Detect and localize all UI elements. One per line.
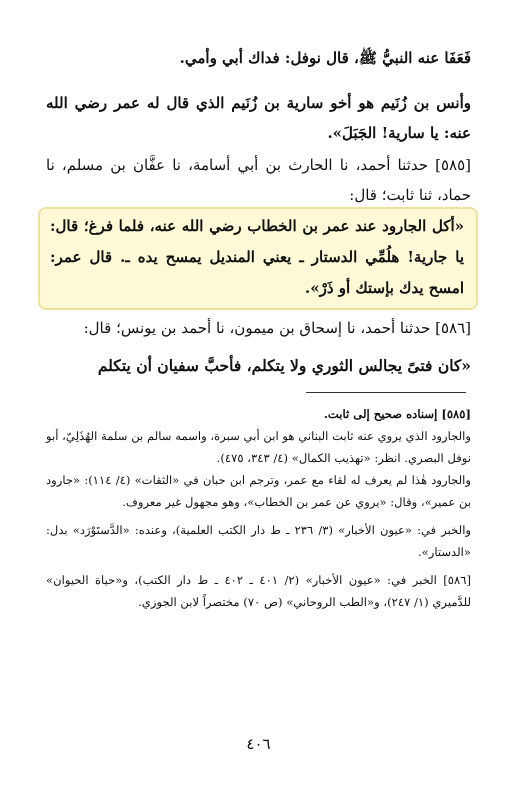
paragraph-anas-bin-zunaym: وأنس بن زُنَيم هو أخو سارية بن زُنَيم الذي قال له عمر رضي الله عنه: يا سارية! الجَبَلَ».	[46, 94, 471, 142]
footnote-585-jarud: والجارود الذي يروي عنه ثابت البناني هو ابن أبي سبرة، واسمه سالم بن سلمة الهُذَلِيّ، أبو نوفل البصري. انظر: «تهذيب الكمال» (٤/ ٣٤٣، ٤٧٥).	[46, 429, 471, 465]
footnote-divider	[306, 392, 466, 393]
footnotes	[46, 403, 471, 613]
footnote-586-source: [٥٨٦] الخبر في: «عيون الأخبار» (٢/ ٤٠١ ـ ٤٠٢ ـ ط دار الكتب)، و«حياة الحيوان» للدَّميري (١/ ٢٤٧)، و«الطب الروحاني» (ص ٧٠) مختصراً لابن الجوزي.	[46, 573, 471, 609]
hadith-586-text: «كان فتىً يجالس الثوري ولا يتكلم، فأحبَّ سفيان أن يتكلم	[97, 356, 471, 375]
footnote-585-heading: [٥٨٥] إسناده صحيح إلى ثابت.	[323, 407, 471, 421]
footnote-585-source: والخبر في: «عيون الأخبار» (٣/ ٢٣٦ ـ ط دار الكتب العلمية)، وعنده: «الدَّستَوْرَد» بدل: «الدستار».	[46, 523, 472, 559]
hadith-585-chain: [٥٨٥] حدثنا أحمد، نا الحارث بن أبي أسامة، نا عفَّان بن مسلم، نا حماد، ثنا ثابت؛ قال:	[46, 156, 471, 204]
hadith-586-chain: [٥٨٦] حدثنا أحمد، نا إسحاق بن ميمون، نا أحمد بن يونس؛ قال:	[83, 319, 471, 337]
page-number: ٤٠٦	[246, 735, 271, 753]
footnote-585-ibn-hibban: والجارود هٰذا لم يعرف له لقاء مع عمر، وترجم ابن حبان في «الثقات» (٤/ ١١٤): «جارود بن عمير»، وقال: «يروي عن عمر بن الخطاب»، وهو مجهول غير معروف.	[46, 473, 471, 509]
text-line-nawfal: فَعَفَا عنه النبيُّ ﷺ، قال نوفل: فداك أبي وأمي.	[179, 49, 471, 67]
highlighted-quote-box	[38, 207, 478, 310]
hadith-585-text: «أكل الجارود عند عمر بن الخطاب رضي الله عنه، فلما فرغ؛ قال: يا جارية! هلُمِّي الدستار ـ يعني المنديل يمسح يده ـ. قال عمر: امسح يدك بإستك أو ذَرْ».	[50, 217, 464, 297]
